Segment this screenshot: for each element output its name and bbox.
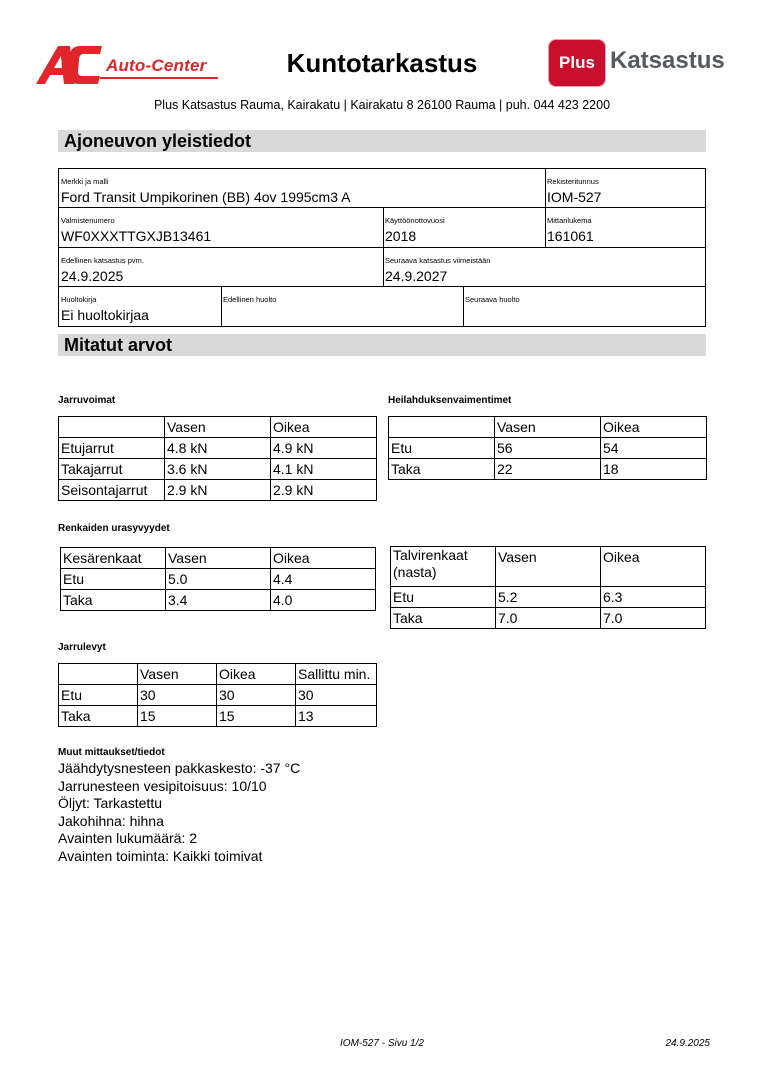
table-cell: 4.8 kN: [165, 438, 271, 459]
table-header-row: [61, 548, 376, 569]
table-cell: Vasen: [166, 548, 271, 569]
table-row: [59, 685, 377, 706]
table-row: [59, 459, 377, 480]
table-cell: 2.9 kN: [271, 480, 377, 501]
auto-center-logo: [36, 44, 226, 86]
registration-value: IOM-527: [547, 189, 602, 205]
brake-discs-title: Jarrulevyt: [58, 642, 106, 653]
previous-service-cell: [221, 287, 463, 326]
table-cell: 13: [296, 706, 377, 727]
table-cell: Vasen: [165, 417, 271, 438]
other-measurements-title: Muut mittaukset/tiedot: [58, 747, 165, 758]
plus-logo-badge: Plus: [548, 39, 606, 87]
tread-depths-title: Renkaiden urasyvyydet: [58, 523, 170, 534]
plus-katsastus-logo: [547, 38, 727, 90]
list-item: Avainten toiminta: Kaikki toimivat: [58, 847, 263, 864]
table-cell: 3.6 kN: [165, 459, 271, 480]
next-inspection-cell: [383, 248, 705, 286]
shock-absorbers-title: Heilahduksenvaimentimet: [388, 395, 512, 406]
table-cell: 6.3: [601, 587, 706, 608]
section-header-measured: Mitatut arvot: [58, 334, 706, 356]
year-cell: [383, 208, 545, 247]
table-cell: 30: [138, 685, 217, 706]
table-cell: Taka: [391, 608, 496, 629]
table-cell: 22: [495, 459, 601, 480]
next-service-cell: [463, 287, 705, 326]
table-cell: Vasen: [138, 664, 217, 685]
odometer-value: 161061: [547, 228, 594, 244]
next-inspection-label: Seuraava katsastus viimeistään: [385, 256, 491, 265]
table-cell: Takajarrut: [59, 459, 165, 480]
vehicle-info-grid: [58, 168, 706, 327]
table-cell: [389, 417, 495, 438]
registration-cell: [545, 169, 705, 207]
vin-cell: [59, 208, 383, 247]
list-item: Jakohihna: hihna: [58, 812, 164, 829]
table-cell: Oikea: [601, 547, 706, 587]
auto-center-underline: [100, 77, 218, 79]
table-header-row: [59, 664, 377, 685]
auto-center-ac-mark-icon: [36, 44, 108, 86]
table-row: [59, 480, 377, 501]
odometer-label: Mittarilukema: [547, 216, 592, 225]
table-row: [59, 438, 377, 459]
table-cell: Oikea: [271, 548, 376, 569]
brake-forces-table: [58, 416, 377, 501]
table-cell: Taka: [59, 706, 138, 727]
other-measurements-list: [58, 760, 300, 865]
table-cell: Etujarrut: [59, 438, 165, 459]
service-book-cell: [59, 287, 221, 326]
brake-forces-title: Jarruvoimat: [58, 395, 116, 406]
table-cell: 4.1 kN: [271, 459, 377, 480]
service-book-label: Huoltokirja: [61, 295, 97, 304]
table-cell: Kesärenkaat: [61, 548, 166, 569]
year-label: Käyttöönottovuosi: [385, 216, 445, 225]
summer-tyres-table: [60, 547, 376, 611]
make-model-value: Ford Transit Umpikorinen (BB) 4ov 1995cm3 A: [61, 189, 351, 205]
page-number: IOM-527 - Sivu 1/2: [340, 1038, 424, 1049]
document-title: Kuntotarkastus: [286, 48, 478, 78]
list-item: Jäähdytysnesteen pakkaskesto: -37 °C: [58, 760, 301, 776]
vin-value: WF0XXXTTGXJB13461: [61, 228, 212, 244]
table-cell: 5.0: [166, 569, 271, 590]
table-cell: 15: [217, 706, 296, 727]
table-cell: 4.9 kN: [271, 438, 377, 459]
table-cell: Etu: [391, 587, 496, 608]
table-header-row: [389, 417, 707, 438]
katsastus-logo-text: Katsastus: [610, 47, 725, 74]
table-row: [59, 706, 377, 727]
list-item: Avainten lukumäärä: 2: [58, 830, 198, 846]
table-cell: Vasen: [495, 417, 601, 438]
section-header-general: Ajoneuvon yleistiedot: [58, 130, 706, 152]
last-inspection-cell: [59, 248, 383, 286]
table-cell: Oikea: [601, 417, 707, 438]
year-value: 2018: [385, 228, 417, 244]
footer-date: 24.9.2025: [665, 1038, 710, 1049]
table-cell: 54: [601, 438, 707, 459]
table-cell: Vasen: [496, 547, 601, 587]
vin-label: Valmistenumero: [61, 216, 115, 225]
service-book-value: Ei huoltokirjaa: [61, 307, 149, 323]
table-row: [61, 569, 376, 590]
list-item: Jarrunesteen vesipitoisuus: 10/10: [58, 777, 267, 794]
table-cell: 4.0: [271, 590, 376, 611]
table-cell: [59, 417, 165, 438]
table-header-row: [391, 547, 706, 587]
table-cell: 3.4: [166, 590, 271, 611]
table-row: [389, 459, 707, 480]
table-cell: 15: [138, 706, 217, 727]
table-header-row: [59, 417, 377, 438]
table-cell: 18: [601, 459, 707, 480]
table-cell: 2.9 kN: [165, 480, 271, 501]
auto-center-logo-text: Auto-Center: [106, 56, 207, 75]
make-model-cell: [59, 169, 545, 207]
table-row: [61, 590, 376, 611]
last-inspection-value: 24.9.2025: [61, 268, 124, 284]
table-row: [391, 587, 706, 608]
table-cell: Sallittu min.: [296, 664, 377, 685]
table-cell: Etu: [389, 438, 495, 459]
winter-tyres-table: [390, 546, 706, 629]
odometer-cell: [545, 208, 705, 247]
table-row: [389, 438, 707, 459]
table-cell: 7.0: [496, 608, 601, 629]
table-cell: Seisontajarrut: [59, 480, 165, 501]
station-address: Plus Katsastus Rauma, Kairakatu | Kairakatu 8 26100 Rauma | puh. 044 423 2200: [153, 98, 611, 112]
make-model-label: Merkki ja malli: [61, 177, 109, 186]
table-cell: Oikea: [271, 417, 377, 438]
table-cell: 30: [296, 685, 377, 706]
table-cell: 7.0: [601, 608, 706, 629]
table-cell: Oikea: [217, 664, 296, 685]
list-item: Öljyt: Tarkastettu: [58, 795, 163, 811]
table-cell: 4.4: [271, 569, 376, 590]
table-cell: Etu: [61, 569, 166, 590]
table-cell: Taka: [61, 590, 166, 611]
table-cell: 5.2: [496, 587, 601, 608]
table-cell: Etu: [59, 685, 138, 706]
last-inspection-label: Edellinen katsastus pvm.: [61, 256, 144, 265]
shock-absorbers-table: [388, 416, 707, 480]
previous-service-label: Edellinen huolto: [223, 295, 277, 304]
table-cell: 56: [495, 438, 601, 459]
table-cell: [59, 664, 138, 685]
next-service-label: Seuraava huolto: [465, 295, 520, 304]
next-inspection-value: 24.9.2027: [385, 268, 448, 284]
table-cell: 30: [217, 685, 296, 706]
table-row: [391, 608, 706, 629]
table-cell: Taka: [389, 459, 495, 480]
table-cell: Talvirenkaat (nasta): [391, 547, 496, 587]
brake-discs-table: [58, 663, 377, 727]
registration-label: Rekisteritunnus: [547, 177, 599, 186]
